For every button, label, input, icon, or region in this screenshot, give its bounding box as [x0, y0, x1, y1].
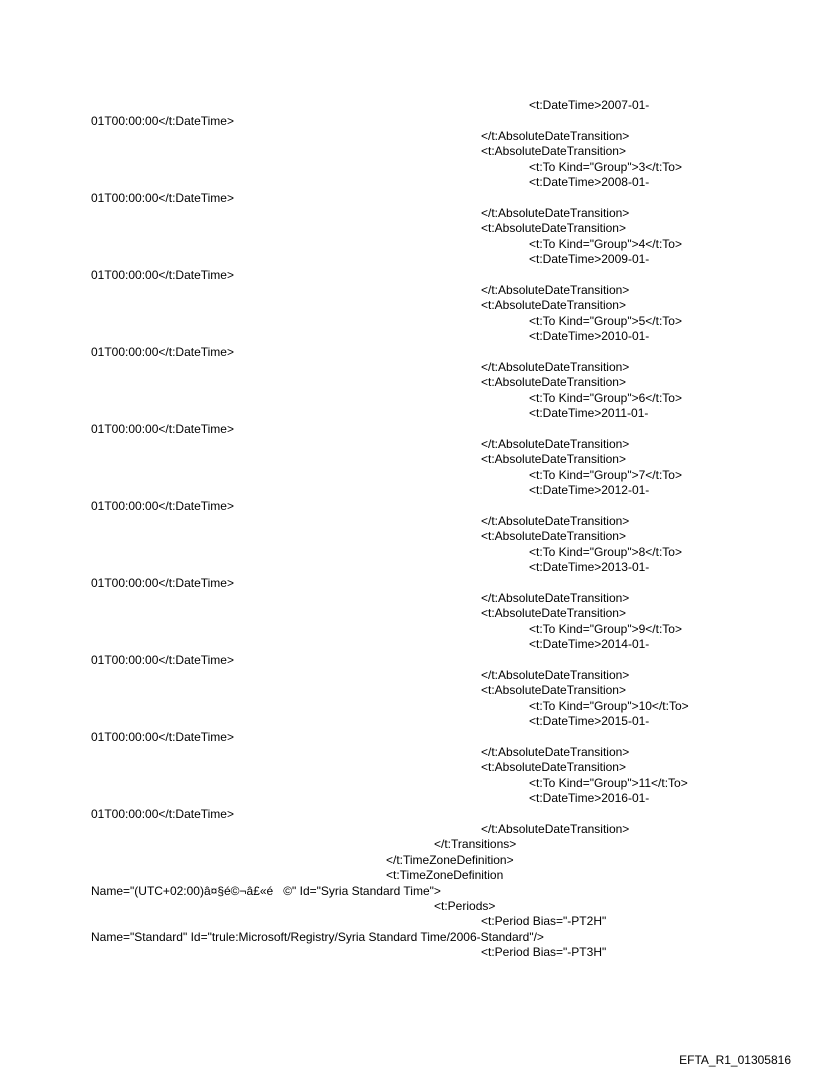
text-line: <t:AbsoluteDateTransition> — [481, 683, 626, 697]
text-line: 01T00:00:00</t:DateTime> — [91, 499, 234, 513]
text-line: <t:To Kind="Group">6</t:To> — [529, 391, 682, 405]
text-line: </t:Transitions> — [434, 837, 517, 851]
text-line: <t:AbsoluteDateTransition> — [481, 221, 626, 235]
text-line: <t:DateTime>2009-01- — [529, 252, 650, 266]
text-line: 01T00:00:00</t:DateTime> — [91, 422, 234, 436]
text-line: <t:Periods> — [434, 899, 496, 913]
text-line: 01T00:00:00</t:DateTime> — [91, 807, 234, 821]
text-line: </t:AbsoluteDateTransition> — [481, 283, 630, 297]
text-line: <t:AbsoluteDateTransition> — [481, 529, 626, 543]
text-line: <t:DateTime>2011-01- — [529, 406, 649, 420]
text-line: <t:To Kind="Group">3</t:To> — [529, 160, 682, 174]
text-line: <t:To Kind="Group">9</t:To> — [529, 622, 682, 636]
text-line: 01T00:00:00</t:DateTime> — [91, 114, 234, 128]
text-line: 01T00:00:00</t:DateTime> — [91, 191, 234, 205]
text-line: <t:AbsoluteDateTransition> — [481, 606, 626, 620]
text-line: 01T00:00:00</t:DateTime> — [91, 730, 234, 744]
text-line: </t:AbsoluteDateTransition> — [481, 591, 630, 605]
text-line: <t:To Kind="Group">11</t:To> — [529, 776, 688, 790]
text-line: <t:AbsoluteDateTransition> — [481, 144, 626, 158]
text-line: <t:DateTime>2008-01- — [529, 175, 650, 189]
text-line: <t:To Kind="Group">4</t:To> — [529, 237, 682, 251]
text-line: <t:AbsoluteDateTransition> — [481, 760, 626, 774]
text-line: 01T00:00:00</t:DateTime> — [91, 345, 234, 359]
text-line: </t:AbsoluteDateTransition> — [481, 129, 630, 143]
text-line: </t:AbsoluteDateTransition> — [481, 360, 630, 374]
text-line: <t:AbsoluteDateTransition> — [481, 298, 626, 312]
text-line: <t:Period Bias="-PT2H" — [481, 914, 607, 928]
text-line: </t:AbsoluteDateTransition> — [481, 514, 630, 528]
text-line: <t:To Kind="Group">10</t:To> — [529, 699, 689, 713]
text-line: <t:DateTime>2013-01- — [529, 560, 650, 574]
text-line: </t:AbsoluteDateTransition> — [481, 437, 630, 451]
text-line: 01T00:00:00</t:DateTime> — [91, 268, 234, 282]
text-line: <t:Period Bias="-PT3H" — [481, 945, 607, 959]
text-line: </t:AbsoluteDateTransition> — [481, 668, 630, 682]
text-line: <t:To Kind="Group">8</t:To> — [529, 545, 682, 559]
document-id-footer: EFTA_R1_01305816 — [679, 1053, 791, 1067]
text-line: </t:AbsoluteDateTransition> — [481, 822, 630, 836]
text-line: </t:AbsoluteDateTransition> — [481, 745, 630, 759]
text-line: 01T00:00:00</t:DateTime> — [91, 576, 234, 590]
text-line: <t:DateTime>2016-01- — [529, 791, 650, 805]
text-line: 01T00:00:00</t:DateTime> — [91, 653, 234, 667]
text-line: <t:AbsoluteDateTransition> — [481, 375, 626, 389]
text-line: <t:TimeZoneDefinition — [386, 868, 504, 882]
text-line: <t:To Kind="Group">7</t:To> — [529, 468, 682, 482]
text-line: <t:DateTime>2014-01- — [529, 637, 650, 651]
text-line: <t:AbsoluteDateTransition> — [481, 452, 626, 466]
text-line: <t:DateTime>2012-01- — [529, 483, 650, 497]
text-line: <t:DateTime>2010-01- — [529, 329, 650, 343]
text-line: Name="Standard" Id="trule:Microsoft/Registry/Syria Standard Time/2006-Standard"/> — [91, 930, 544, 944]
text-line: <t:DateTime>2007-01- — [529, 98, 650, 112]
text-line: <t:DateTime>2015-01- — [529, 714, 650, 728]
text-line: <t:To Kind="Group">5</t:To> — [529, 314, 682, 328]
text-line: Name="(UTC+02:00)â¤§é©¬â£«é ©" Id="Syria Standard Time"> — [91, 884, 441, 898]
text-line: </t:TimeZoneDefinition> — [386, 853, 514, 867]
text-line: </t:AbsoluteDateTransition> — [481, 206, 630, 220]
